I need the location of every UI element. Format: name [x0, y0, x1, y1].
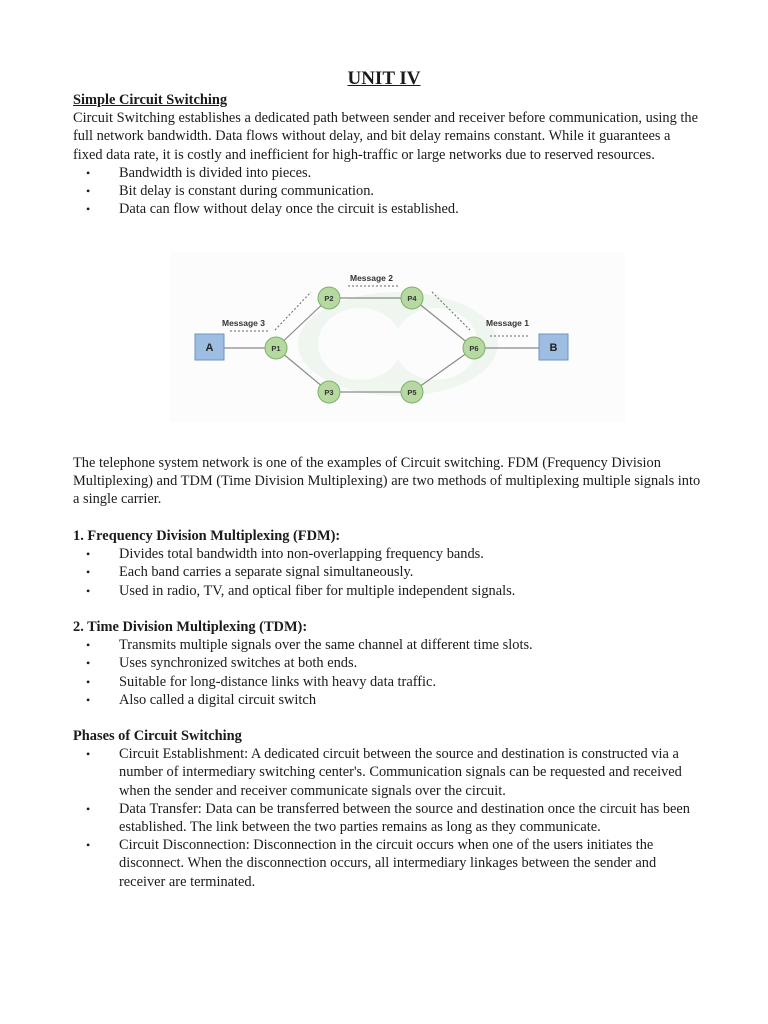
fdm-section [73, 527, 703, 600]
page-title: UNIT IV [347, 68, 421, 89]
list-item: • Each band carries a separate signal simultaneously. [73, 563, 703, 581]
node-p1-label: P1 [271, 344, 281, 353]
endpoint-a [195, 334, 224, 360]
node-p5-label: P5 [407, 388, 417, 397]
phases-section [73, 727, 703, 891]
endpoint-b-label: B [549, 342, 558, 354]
node-p3-label: P3 [324, 388, 334, 397]
tdm-section [73, 618, 703, 709]
list-item: • Bit delay is constant during communication. [73, 182, 703, 200]
list-item: • Transmits multiple signals over the same channel at different time slots. [73, 636, 703, 654]
list-item: • Data can flow without delay once the circuit is established. [73, 200, 703, 218]
telephone-section [73, 454, 703, 509]
endpoint-b [539, 334, 568, 360]
simple-circuit-heading: Simple Circuit Switching [73, 92, 228, 108]
node-p2-label: P2 [324, 294, 334, 303]
fdm-heading: 1. Frequency Division Multiplexing (FDM): [73, 528, 341, 544]
phases-heading: Phases of Circuit Switching [73, 728, 242, 744]
list-item: • Used in radio, TV, and optical fiber for multiple independent signals. [73, 582, 703, 600]
list-item: • Uses synchronized switches at both ends. [73, 654, 703, 672]
list-item: • Divides total bandwidth into non-overlapping frequency bands. [73, 545, 703, 563]
message-2-label: Message 2 [350, 273, 393, 283]
message-3-label: Message 3 [222, 318, 265, 328]
list-item: • Data Transfer: Data can be transferred between the source and destination once the circuit has been established. The link between the two parties remains as long as they communicate. [73, 800, 703, 836]
list-item: • Suitable for long-distance links with heavy data traffic. [73, 673, 703, 691]
list-item: • Circuit Disconnection: Disconnection in the circuit occurs when one of the users initiates the disconnect. When the disconnection occurs, all intermediary linkages between the sender and receiver are terminated. [73, 836, 703, 891]
list-item: • Circuit Establishment: A dedicated circuit between the source and destination is constructed via a number of intermediary switching center's. Communication signals can be requested and received when the sender and receiver communicate signals over the circuit. [73, 745, 703, 800]
tdm-heading: 2. Time Division Multiplexing (TDM): [73, 619, 308, 635]
simple-circuit-section [73, 91, 703, 218]
message-1-label: Message 1 [486, 318, 529, 328]
fdm-list [73, 545, 703, 600]
telephone-paragraph: The telephone system network is one of the examples of Circuit switching. FDM (Frequency Division Multiplexing) and TDM (Time Division Multiplexing) are two methods of multiplexing multiple signals into a single carrier. [73, 455, 701, 508]
circuit-switching-diagram [170, 252, 625, 422]
simple-circuit-list [73, 164, 703, 219]
list-item: • Also called a digital circuit switch [73, 691, 703, 709]
phases-list [73, 745, 703, 891]
simple-circuit-paragraph: Circuit Switching establishes a dedicated path between sender and receiver before communication, using the full network bandwidth. Data flows without delay, and bit delay remains constant. While it guarantees a fixed data rate, it is costly and inefficient for high-traffic or large networks due to reserved resources. [73, 110, 698, 163]
node-p4-label: P4 [407, 294, 417, 303]
endpoint-a-label: A [205, 342, 214, 354]
tdm-list [73, 636, 703, 709]
list-item: • Bandwidth is divided into pieces. [73, 164, 703, 182]
node-p6-label: P6 [469, 344, 479, 353]
